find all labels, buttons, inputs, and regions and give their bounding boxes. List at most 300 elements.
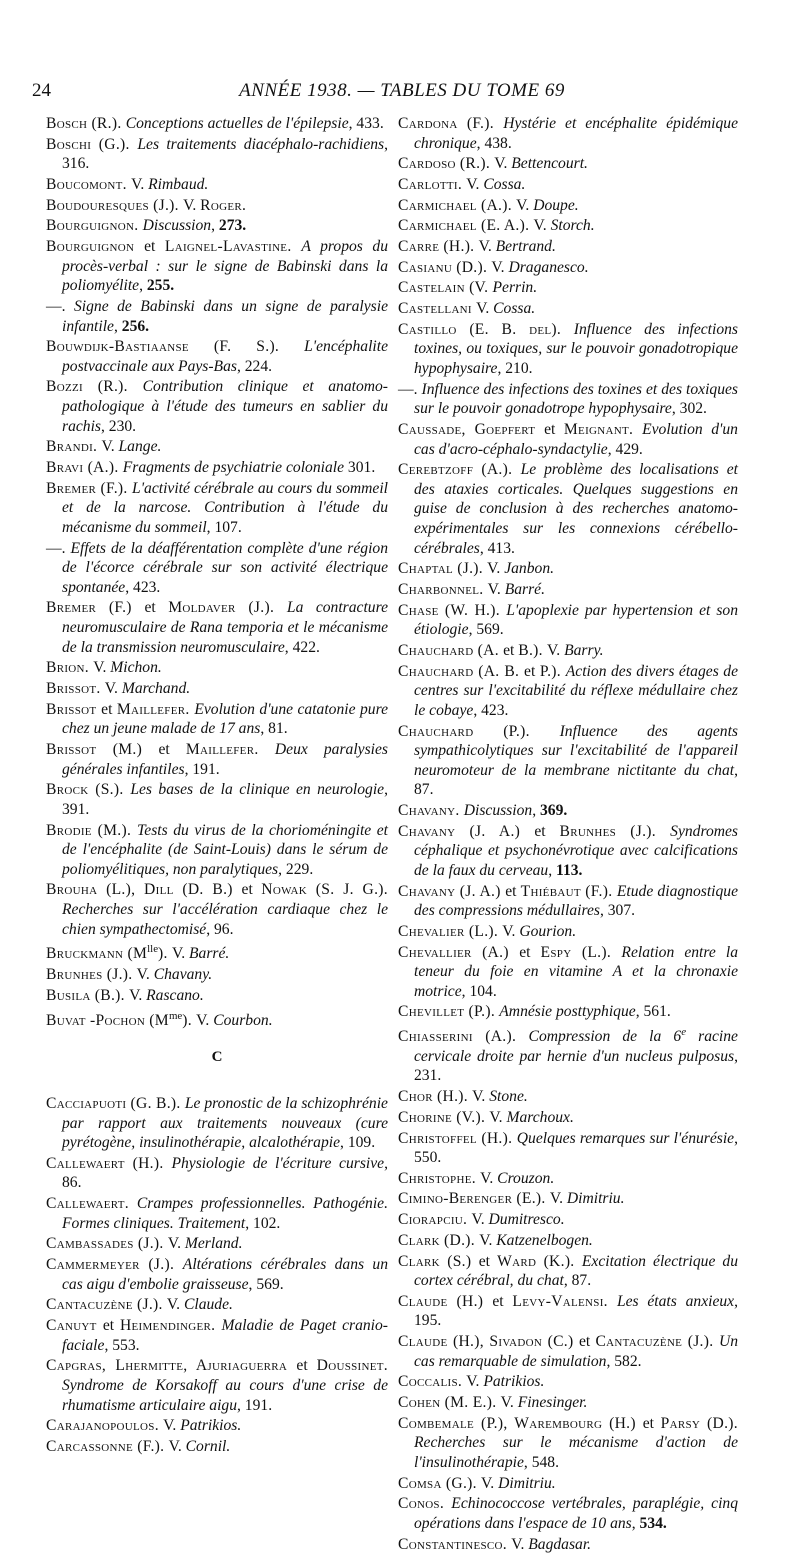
entry-title: A propos du procès-verbal : sur le signe de Babinski dans la poliomyélite <box>62 238 389 295</box>
entry-title: Recherches sur l'accélération cardiaque chez le chien sympathectomisé <box>62 901 388 938</box>
entry-text: , 191. <box>237 1396 273 1414</box>
entry-title: Altérations cérébrales dans un cas aigu d'embolie graisseuse <box>62 1256 388 1293</box>
entry-text: —. <box>46 539 71 557</box>
entry-title: Barry. <box>564 641 604 659</box>
index-entry <box>46 1416 388 1436</box>
author-name: Levy-Valensi. <box>512 1292 617 1310</box>
author-name: Chevalier (L.). <box>398 922 503 940</box>
index-entry <box>46 965 388 985</box>
author-name: Bravi (A.). <box>46 459 123 477</box>
index-entry <box>398 1002 738 1022</box>
entry-title: Katzenelbogen. <box>496 1231 593 1249</box>
index-entry <box>398 1393 738 1413</box>
entry-title: Perrin. <box>492 279 538 297</box>
index-entry <box>398 1189 738 1209</box>
entry-text: et <box>505 882 521 900</box>
entry-text: V. <box>171 945 189 963</box>
entry-title: Tests du virus de la chorioméningite et de l'encéphalite (de Saint-Louis) dans le sérum de poliomyélitiques, non paralytiques <box>62 821 388 878</box>
entry-title: Fragments de psychiatrie coloniale <box>122 459 345 477</box>
author-name: Heimendinger. <box>119 1317 222 1335</box>
entry-text: et <box>478 1252 498 1270</box>
entry-title: Compression de la 6 <box>528 1028 682 1046</box>
entry-text: me <box>168 1009 183 1022</box>
index-entry <box>398 1474 738 1494</box>
author-name: Doussinet. <box>316 1357 388 1375</box>
entry-text: , 107. <box>206 518 242 536</box>
author-name: Brouha (L.), Dill (D. B.) <box>46 881 242 899</box>
entry-title: Bettencourt. <box>511 155 588 173</box>
index-entry <box>46 1437 388 1457</box>
page-ref-bold: 256. <box>121 317 150 335</box>
entry-text: V. <box>479 1231 497 1249</box>
author-name: Cimino-Berenger (E.). <box>398 1190 550 1208</box>
entry-title: Dimitriu. <box>566 1190 625 1208</box>
author-name: Charbonnel. <box>398 580 488 598</box>
entry-text: V. <box>93 659 111 677</box>
entry-text: —. <box>46 297 74 315</box>
entry-text: , 86. <box>62 1154 388 1192</box>
entry-title: L'apoplexie par hypertension et son étiologie <box>414 601 738 639</box>
entry-text: V. <box>511 1535 529 1553</box>
author-name: Bourguignon. <box>46 217 143 235</box>
author-name: Cambassades (J.). <box>46 1235 168 1253</box>
author-name: Brissot (M.) <box>46 741 159 758</box>
entry-text: , 229. <box>278 860 314 878</box>
entry-text: et <box>519 943 541 961</box>
author-name: Chase (W. H.). <box>398 601 507 619</box>
entry-title: Action des divers étages de centres sur l'excitabilité du réflexe médullaire chez le cobaye <box>414 662 739 719</box>
entry-text: , 550. <box>414 1129 739 1167</box>
index-entry <box>398 1023 738 1086</box>
author-name: Carmichael (E. A.). <box>398 217 534 235</box>
entry-text: V. <box>500 1394 518 1412</box>
author-name: Maillefer. <box>116 700 195 718</box>
entry-text: V. <box>129 986 147 1004</box>
author-name: Callewaert (H.). <box>46 1154 172 1172</box>
index-entry <box>398 1087 738 1107</box>
entry-text: V. <box>476 300 494 318</box>
author-name: Chavany (J. A.) <box>398 882 506 900</box>
index-entry <box>46 539 388 598</box>
index-entry <box>398 1210 738 1230</box>
entry-title: Dumitresco. <box>488 1211 565 1229</box>
index-entry <box>398 801 738 821</box>
index-entry <box>398 1129 738 1168</box>
author-name: Comsa (G.). <box>398 1474 482 1492</box>
index-entry <box>398 1332 738 1371</box>
page-ref-bold: 273. <box>218 217 247 235</box>
entry-text: V. <box>516 196 534 214</box>
entry-text: , 561. <box>635 1003 671 1021</box>
author-name: Chiasserini (A.). <box>398 1028 529 1046</box>
author-name: Cantacuzène (J.). <box>595 1333 719 1351</box>
author-name: Bremer (F.) <box>46 599 145 617</box>
author-name: Castelain (V. <box>398 279 493 297</box>
entry-text: V. <box>478 238 496 256</box>
author-name: Cacciapuoti (G. B.). <box>46 1094 185 1112</box>
index-entry <box>46 437 388 457</box>
entry-text: et <box>158 741 186 758</box>
entry-text: , <box>211 217 219 235</box>
index-entry <box>46 135 388 174</box>
author-name: Brock (S.). <box>46 781 131 799</box>
index-entry <box>398 1252 738 1291</box>
index-entry <box>398 559 738 579</box>
entry-text: , 433. <box>348 115 384 132</box>
entry-text: , 87. <box>563 1272 592 1290</box>
author-name: Chor (H.). <box>398 1088 473 1106</box>
entry-text: , <box>548 861 557 879</box>
entry-text: , 210. <box>497 359 533 377</box>
entry-text: V. <box>104 680 122 698</box>
author-name: Bouwdijk-Bastiaanse (F. S.). <box>46 338 305 356</box>
author-name: Maillefer. <box>185 741 275 758</box>
entry-text: V. <box>163 1417 181 1435</box>
entry-text: , 224. <box>236 357 273 375</box>
entry-text: et <box>144 238 165 256</box>
author-name: Clark (S.) <box>398 1252 479 1270</box>
index-entry <box>46 196 388 216</box>
index-entry <box>398 922 738 942</box>
entry-title: Cornil. <box>185 1437 231 1455</box>
entry-title: Un cas remarquable de simulation <box>414 1333 738 1370</box>
author-name: Cerebtzoff (A.). <box>398 461 521 479</box>
entry-text: lle <box>147 943 159 956</box>
entry-text: V. <box>533 217 551 235</box>
author-name: Parsy (D.). <box>660 1414 738 1432</box>
author-name: ). <box>158 945 172 963</box>
index-entry <box>398 196 738 216</box>
page-ref-bold: 369. <box>539 801 568 819</box>
author-name: Carmichael (A.). <box>398 196 517 214</box>
entry-title: L'activité cérébrale au cours du sommeil et de la narcose. Contribution à l'étude du mécanisme du sommeil <box>62 479 388 536</box>
author-name: Capgras, Lhermitte, Ajuriaguerra <box>46 1357 297 1375</box>
entry-text: et <box>534 822 560 840</box>
author-name: Conos. <box>398 1495 452 1513</box>
running-header <box>32 80 772 110</box>
entry-title: Le problème des localisations et des ataxies corticales. Quelques suggestions en guise de conclusion à des recherches anatomo-expérimentales sur les connexions cérébello-cérébrales <box>414 461 738 557</box>
entry-title: Recherches sur le mécanisme d'action de l'insulinothérapie <box>414 1434 738 1471</box>
author-name: Brissot. <box>46 680 105 698</box>
index-entry <box>398 1231 738 1251</box>
index-entry <box>398 258 738 278</box>
right-column <box>398 114 738 1555</box>
author-name: Chevillet (P.). <box>398 1003 500 1021</box>
entry-text: , 569. <box>468 621 504 639</box>
entry-title: Les traitements diacéphalo-rachidiens <box>137 135 385 153</box>
entry-text: V. <box>466 175 484 193</box>
index-entry <box>398 641 738 661</box>
entry-title: Les bases de la clinique en neurologie <box>130 781 385 799</box>
page-ref-bold: 113. <box>556 861 583 879</box>
author-name: Cantacuzène (J.). <box>46 1296 167 1314</box>
author-name: Casianu (D.). <box>398 258 492 276</box>
entry-text: et <box>102 1317 120 1335</box>
index-entry <box>46 1094 388 1153</box>
author-name: Carlotti. <box>398 175 467 193</box>
entry-title: Les états anxieux <box>616 1292 735 1310</box>
entry-text: et <box>296 1357 317 1375</box>
entry-title: Storch. <box>550 217 595 235</box>
index-entry <box>46 1234 388 1254</box>
entry-text: V. <box>480 1169 498 1187</box>
author-name: Carajanopoulos. <box>46 1417 164 1435</box>
author-name: Christophe. <box>398 1169 481 1187</box>
entry-text: et <box>524 662 540 680</box>
entry-title: Gourion. <box>519 922 577 940</box>
entry-text: V. <box>502 922 520 940</box>
entry-title: Evolution d'un cas d'acro-céphalo-syndactylie <box>414 420 738 458</box>
index-entry <box>398 320 738 379</box>
author-name: Nowak (S. J. G.). <box>261 881 388 899</box>
author-name: Moldaver (J.). <box>168 599 287 617</box>
author-name: Chavany (J. A.) <box>398 822 535 840</box>
author-name: Carcassonne (F.). <box>46 1437 169 1455</box>
index-entry <box>46 175 388 195</box>
author-name: Brion. <box>46 659 94 677</box>
index-entry <box>398 722 738 800</box>
entry-text: , 316. <box>62 135 389 173</box>
entry-title: Evolution d'une catatonie pure chez un jeune malade de 17 ans <box>62 700 388 738</box>
index-entry <box>46 1255 388 1294</box>
author-name: Chauchard (A. B. <box>398 662 525 680</box>
entry-text: , 230. <box>100 417 137 435</box>
entry-text: et <box>144 599 169 617</box>
entry-title: Marchand. <box>121 680 191 698</box>
index-entry <box>398 601 738 640</box>
entry-title: Echinococcose vertébrales, paraplégie, cinq opérations dans l'espace de 10 ans <box>414 1495 738 1532</box>
index-entry <box>46 598 388 657</box>
entry-title: Rimbaud. <box>148 175 209 193</box>
entry-title: Syndromes céphalique et psychonévrotique avec calcifications de la faux du cerveau <box>414 822 739 879</box>
entry-text: , 582. <box>606 1352 642 1370</box>
index-entry <box>46 821 388 880</box>
index-entry <box>46 377 388 436</box>
entry-title: Conceptions actuelles de l'épilepsie <box>125 115 349 132</box>
entry-text: 301. <box>344 459 376 477</box>
page-number: 24 <box>32 80 51 101</box>
entry-text: , 423. <box>125 578 161 596</box>
entry-title: Janbon. <box>504 560 555 578</box>
author-name: Buvat -Pochon (M <box>46 1011 169 1029</box>
entry-title: Draganesco. <box>508 258 589 276</box>
index-entry <box>46 1316 388 1355</box>
author-name: Bruckmann (M <box>46 945 148 963</box>
entry-text: et <box>642 1414 661 1432</box>
author-name: Castillo (E. B. del). <box>398 320 574 338</box>
entry-text: —. <box>398 380 422 398</box>
index-entry <box>46 1154 388 1193</box>
entry-title: Amnésie posttyphique <box>499 1003 636 1021</box>
entry-title: Discussion <box>463 801 533 819</box>
entry-title: Dimitriu. <box>498 1474 556 1492</box>
author-name: Chauchard (P.). <box>398 722 560 740</box>
author-name: Brunhes (J.). <box>559 822 671 840</box>
entry-text: V. <box>494 155 512 173</box>
author-name: Cardona (F.). <box>398 115 504 132</box>
entry-text: , 109. <box>340 1134 376 1152</box>
entry-text: , 429. <box>607 440 643 458</box>
index-entry <box>398 822 738 881</box>
entry-text: et <box>492 1292 513 1310</box>
entry-title: Michon. <box>110 659 162 677</box>
author-name: Castellani <box>398 300 477 318</box>
author-name: Meignant. <box>563 420 643 438</box>
entry-title: Barré. <box>189 945 230 963</box>
entry-text: , 307. <box>599 902 636 920</box>
entry-text: , 231. <box>414 1047 738 1085</box>
entry-title: Stone. <box>489 1088 528 1106</box>
entry-title: Cossa. <box>493 300 536 318</box>
index-entry <box>46 1007 388 1031</box>
author-name: Claude (H.), Sivadon (C.) <box>398 1333 579 1351</box>
index-entry <box>46 237 388 296</box>
index-entry <box>398 216 738 236</box>
author-name: Coccalis. <box>398 1373 467 1391</box>
index-entry <box>46 114 388 134</box>
index-entry <box>398 380 738 419</box>
entry-title: Crampes professionnelles. Pathogénie. Formes cliniques. Traitement <box>62 1195 389 1232</box>
author-name: Cardoso (R.). <box>398 155 495 173</box>
author-name: Laignel-Lavastine. <box>164 238 302 256</box>
index-entry <box>398 882 738 921</box>
author-name: Boudouresques (J.). <box>46 196 184 214</box>
entry-title: Marchoux. <box>506 1108 574 1126</box>
entry-title: Relation entre la teneur du foie en vitamine A et la chronaxie motrice <box>414 943 739 1000</box>
index-entry <box>398 1108 738 1128</box>
entry-title: Influence des infections toxines, ou toxiques, sur le pouvoir gonadotropique hypophysaire <box>414 320 738 377</box>
index-entry <box>398 943 738 1002</box>
index-entry <box>46 1295 388 1315</box>
entry-title: Discussion <box>142 217 212 235</box>
author-name: Brunhes (J.). <box>46 966 137 984</box>
author-name: Espy (L.). <box>540 943 622 961</box>
author-name: B.). <box>518 641 548 659</box>
entry-text: et <box>579 1333 596 1351</box>
author-name: Ciorapciu. <box>398 1211 472 1229</box>
index-entry <box>46 216 388 236</box>
author-name: Bozzi (R.). <box>46 378 143 396</box>
index-entry <box>398 1494 738 1533</box>
entry-text: , 104. <box>461 982 497 1000</box>
index-entry <box>398 1414 738 1473</box>
entry-title: Deux paralysies générales infantiles <box>62 741 388 778</box>
author-name: Thiébaut (F.). <box>520 882 617 900</box>
entry-title: Contribution clinique et anatomo-pathologique à l'étude des tumeurs en sablier du rachis <box>62 378 388 435</box>
entry-title: Claude. <box>183 1296 233 1314</box>
entry-title: Barré. <box>504 580 545 598</box>
author-name: Chaptal (J.). <box>398 560 488 578</box>
entry-text: V. <box>487 580 505 598</box>
entry-title: Syndrome de Korsakoff au cours d'une crise de rhumatisme articulaire aigu <box>62 1376 388 1414</box>
entry-text: V. <box>491 258 509 276</box>
index-entry <box>46 679 388 699</box>
running-title: ANNÉE 1938. — TABLES DU TOME 69 <box>239 80 565 101</box>
author-name: Boschi (G.). <box>46 135 138 153</box>
index-entry <box>398 662 738 721</box>
entry-text: , 302. <box>671 400 707 418</box>
author-name: ). <box>182 1011 197 1029</box>
entry-text: V. <box>131 175 149 193</box>
entry-text: , 87. <box>414 761 738 799</box>
section-heading: C <box>211 1049 223 1066</box>
entry-text: V. <box>136 966 154 984</box>
author-name: Clark (D.). <box>398 1231 480 1249</box>
entry-text: , 569. <box>248 1275 284 1293</box>
entry-title: Courbon. <box>213 1011 273 1029</box>
entry-title: Finesinger. <box>517 1394 588 1412</box>
entry-text: , 423. <box>473 701 509 719</box>
page-ref-bold: 255. <box>146 277 175 295</box>
entry-text: V. <box>489 1108 507 1126</box>
page-ref-bold: 534. <box>639 1514 667 1532</box>
entry-title: Bertrand. <box>495 238 556 256</box>
entry-title: racine cervicale droite par hernie d'un nucleus pulposus <box>414 1028 738 1065</box>
entry-text: V. <box>471 1211 489 1229</box>
entry-title: Cossa. <box>483 175 526 193</box>
index-entry <box>398 460 738 558</box>
author-name: Bourguignon <box>46 238 145 256</box>
author-name: Roger. <box>200 196 247 214</box>
entry-text: et <box>241 881 262 899</box>
author-name: Chevallier (A.) <box>398 943 520 961</box>
index-entry <box>398 114 738 153</box>
index-entry <box>398 580 738 600</box>
entry-title: Physiologie de l'écriture cursive <box>171 1154 385 1172</box>
author-name: Chavany. <box>398 801 464 819</box>
author-name: Bosch (R.). <box>46 115 126 132</box>
entry-title: Quelques remarques sur l'énurésie <box>516 1129 735 1147</box>
entry-title: Effets de la déafférentation complète d'une région de l'écorce cérébrale sur son activité électrique spontanée <box>62 539 389 596</box>
author-name: Christoffel (H.). <box>398 1129 517 1147</box>
entry-text: V. <box>167 1235 185 1253</box>
entry-title: Etude diagnostique des compressions médullaires <box>414 882 739 920</box>
author-name: Callewaert. <box>46 1195 137 1213</box>
index-entry <box>46 780 388 819</box>
entry-text: , 438. <box>476 134 512 152</box>
index-entry <box>398 237 738 257</box>
entry-title: La contracture neuromusculaire de Rana temporia et le mécanisme de la transmission neuromusculaire <box>62 599 389 656</box>
entry-text: V. <box>168 1437 186 1455</box>
author-name: Brandi. <box>46 438 102 456</box>
entry-text: V. <box>472 1088 490 1106</box>
index-entry <box>398 1292 738 1331</box>
entry-title: Maladie de Paget cranio-faciale <box>62 1317 388 1354</box>
entry-text: V. <box>547 641 565 659</box>
entry-text: et <box>503 641 519 659</box>
entry-title: Lange. <box>118 438 162 456</box>
index-entry <box>398 299 738 319</box>
entry-text: , 102. <box>245 1214 281 1232</box>
author-name: Brissot <box>46 700 102 718</box>
entry-text: et <box>101 700 117 718</box>
index-entry <box>398 1169 738 1189</box>
index-entry <box>46 458 388 478</box>
author-name: Brodie (M.). <box>46 821 138 839</box>
index-entry <box>46 297 388 336</box>
index-entry <box>46 940 388 964</box>
index-entry <box>46 479 388 538</box>
entry-text: , <box>139 277 147 295</box>
entry-text: e <box>681 1026 687 1039</box>
author-name: Busila (B.). <box>46 986 130 1004</box>
index-entry <box>398 420 738 459</box>
index-entry <box>46 337 388 376</box>
index-entry <box>46 1356 388 1415</box>
entry-text: , <box>532 801 540 819</box>
entry-title: Merland. <box>184 1235 243 1253</box>
entry-text: , 413. <box>479 539 515 557</box>
